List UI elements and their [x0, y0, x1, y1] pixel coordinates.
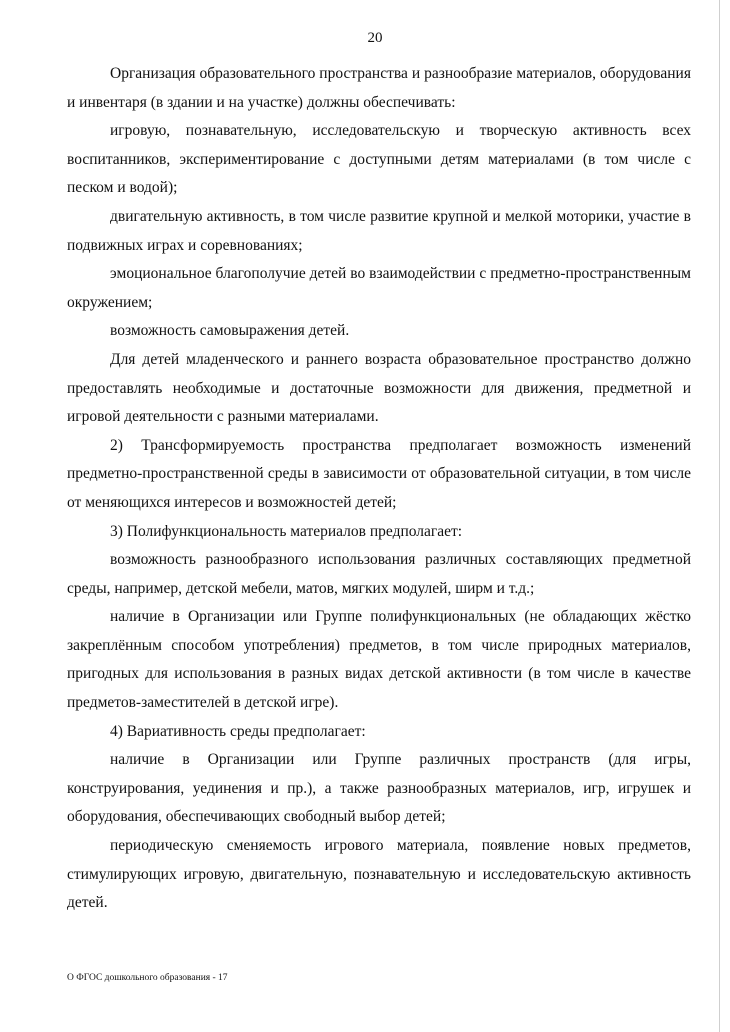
- page-number: 20: [367, 30, 383, 46]
- paragraph-emotional-wellbeing: эмоциональное благополучие детей во взаимодействии с предметно-пространственным окружением;: [67, 265, 691, 311]
- paragraph-play-activity: игровую, познавательную, исследовательскую и творческую активность всех воспитанников, экспериментирование с доступными детям материалами (в том числе с песком и водой);: [67, 122, 691, 197]
- paragraph-varied-use: возможность разнообразного использования различных составляющих предметной среды, например, детской мебели, матов, мягких модулей, ширм и т.д.;: [67, 551, 691, 597]
- body-text: [67, 60, 691, 918]
- paragraph-polyfunctional-items: наличие в Организации или Группе полифункциональных (не обладающих жёстко закреплённым способом употребления) предметов, в том числе природных материалов, пригодных для использования в разных видах детской активности (в том числе в качестве предметов-заместителей в детской игре).: [67, 608, 691, 712]
- page-edge-line: [719, 0, 720, 1032]
- paragraph-periodic-change: периодическую сменяемость игрового материала, появление новых предметов, стимулирующих игровую, двигательную, познавательную и исследовательскую активность детей.: [67, 837, 691, 912]
- paragraph-infants: Для детей младенческого и раннего возраста образовательное пространство должно предоставлять необходимые и достаточные возможности для движения, предметной и игровой деятельности с разными материалами.: [67, 350, 691, 426]
- paragraph-transformability: 2) Трансформируемость пространства предполагает возможность изменений предметно-пространственной среды в зависимости от образовательной ситуации, в том числе от меняющихся интересов и возможностей детей;: [67, 436, 691, 511]
- paragraph-polyfunctionality: 3) Полифункциональность материалов предполагает:: [110, 522, 463, 540]
- footer-note: О ФГОС дошкольного образования - 17: [67, 973, 228, 983]
- paragraph-intro: Организация образовательного пространства и разнообразие материалов, оборудования и инвентаря (в здании и на участке) должны обеспечивать:: [67, 65, 691, 111]
- paragraph-self-expression: возможность самовыражения детей.: [110, 322, 350, 340]
- paragraph-various-spaces: наличие в Организации или Группе различных пространств (для игры, конструирования, уединения и пр.), а также разнообразных материалов, игр, игрушек и оборудования, обеспечивающих свободный выбор детей;: [67, 751, 691, 826]
- paragraph-motor-activity: двигательную активность, в том числе развитие крупной и мелкой моторики, участие в подвижных играх и соревнованиях;: [67, 207, 691, 254]
- paragraph-variability: 4) Вариативность среды предполагает:: [110, 722, 366, 740]
